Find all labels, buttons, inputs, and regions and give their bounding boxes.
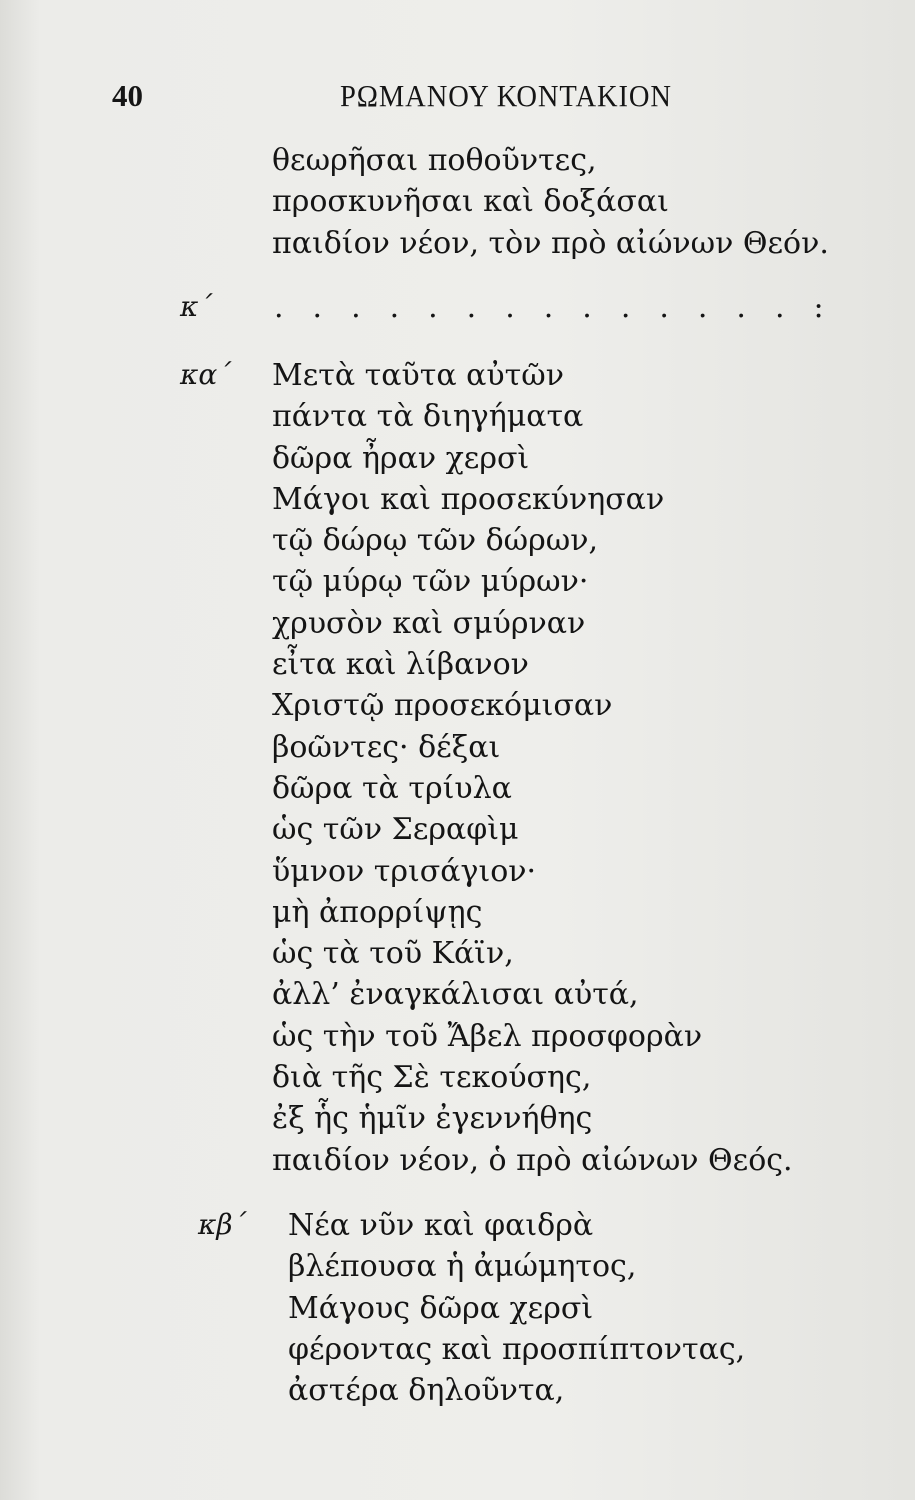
- verse-line: τῷ δώρῳ τῶν δώρων,: [272, 523, 598, 559]
- verse-line: ὡς τὰ τοῦ Κάϊν,: [272, 936, 514, 972]
- verse-line: Μάγους δῶρα χερσὶ: [288, 1290, 594, 1326]
- verse-line: παιδίον νέον, ὁ πρὸ αἰώνων Θεός.: [272, 1142, 793, 1178]
- verse-line: Νέα νῦν καὶ φαιδρὰ: [288, 1208, 594, 1243]
- verse-line: παιδίον νέον, τὸν πρὸ αἰώνων Θεόν.: [272, 225, 829, 261]
- verse-line: μὴ ἀπορρίψῃς: [272, 894, 483, 930]
- lacuna-dots: ..............:: [274, 290, 853, 325]
- verse-line: βλέπουσα ἡ ἀμώμητος,: [288, 1249, 637, 1285]
- verse-line: ἀστέρα δηλοῦντα,: [288, 1373, 565, 1409]
- stanza-number: κ΄: [180, 290, 213, 323]
- verse-line: διὰ τῆς Σὲ τεκούσης,: [272, 1060, 592, 1096]
- verse-line: βοῶντες· δέξαι: [272, 729, 501, 765]
- verse-line: θεωρῆσαι ποθοῦντες,: [272, 143, 597, 178]
- verse-line: Μάγοι καὶ προσεκύνησαν: [272, 481, 665, 517]
- verse-line: ἀλλ’ ἐναγκάλισαι αὐτά,: [272, 977, 639, 1013]
- stanza-lines: [272, 355, 793, 1181]
- verse-line: εἶτα καὶ λίβανον: [272, 647, 529, 683]
- stanza-number: κβ΄: [198, 1208, 247, 1241]
- verse-line: δῶρα ἦραν χερσὶ: [272, 440, 530, 476]
- verse-line: ὕμνον τρισάγιον·: [272, 853, 537, 889]
- page-number: 40: [112, 78, 143, 113]
- verse-line: τῷ μύρῳ τῶν μύρων·: [272, 564, 589, 600]
- stanza-lines: [272, 140, 829, 264]
- stanza-lines: [288, 1205, 745, 1411]
- verse-line: δῶρα τὰ τρίυλα: [272, 770, 512, 806]
- stanza-number: κα΄: [180, 358, 232, 391]
- verse-line: ὡς τὴν τοῦ Ἄβελ προσφορὰν: [272, 1018, 703, 1054]
- verse-line: προσκυνῆσαι καὶ δοξάσαι: [272, 184, 669, 220]
- verse-line: Χριστῷ προσεκόμισαν: [272, 688, 613, 724]
- verse-line: Μετὰ ταῦτα αὐτῶν: [272, 358, 564, 393]
- verse-line: φέροντας καὶ προσπίπτοντας,: [288, 1331, 746, 1367]
- verse-line: πάντα τὰ διηγήματα: [272, 399, 584, 435]
- running-head: ΡΩΜΑΝΟΥ ΚΟΝΤΑΚΙΟΝ: [340, 78, 672, 113]
- verse-line: ὡς τῶν Σεραφὶμ: [272, 812, 519, 848]
- verse-line: ἐξ ἧς ἡμῖν ἐγεννήθης: [272, 1101, 593, 1137]
- verse-line: χρυσὸν καὶ σμύρναν: [272, 605, 586, 641]
